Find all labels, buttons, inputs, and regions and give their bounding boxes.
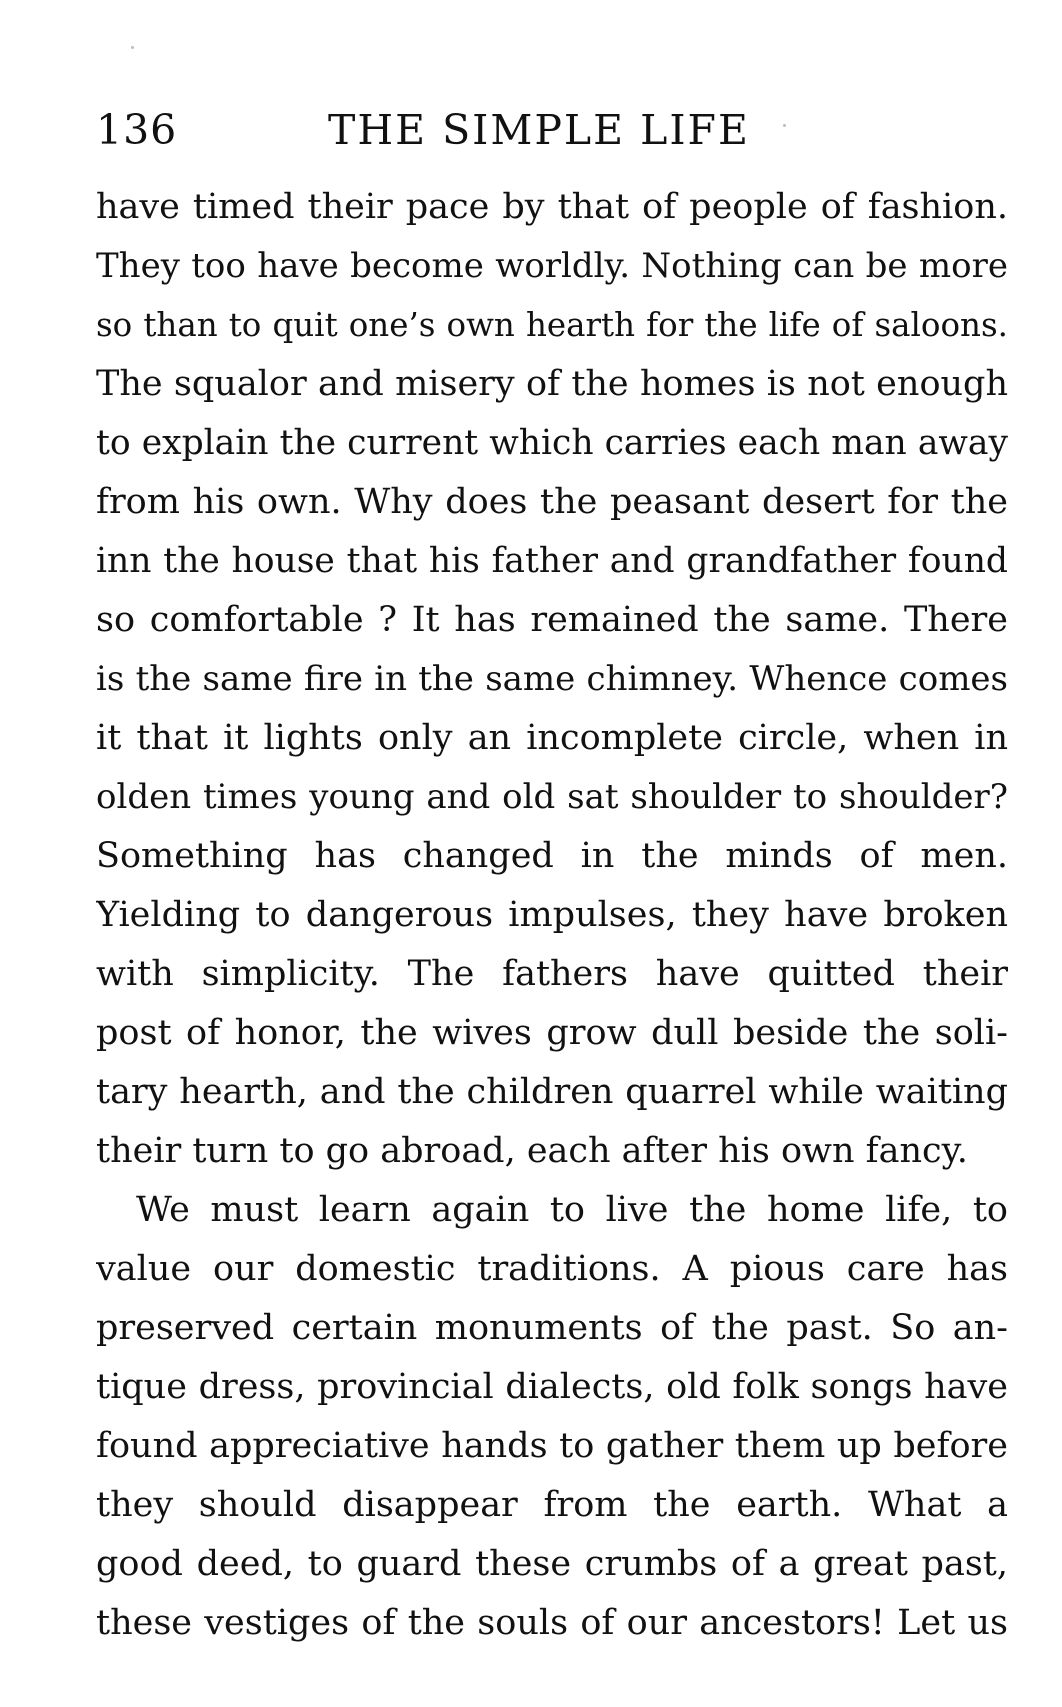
text-line: so than to quit one’s own hearth for the life of saloons. bbox=[96, 306, 1008, 344]
paragraph bbox=[96, 178, 1008, 1181]
text-line: Something has changed in the minds of men. bbox=[96, 836, 1008, 876]
running-head bbox=[96, 100, 1006, 160]
text-line: these vestiges of the souls of our ancestors! Let us bbox=[96, 1603, 1008, 1643]
text-line: so comfortable ? It has remained the same. There bbox=[96, 600, 1008, 640]
text-line: olden times young and old sat shoulder to shoulder? bbox=[96, 777, 1008, 817]
print-speck bbox=[131, 46, 134, 49]
text-line: post of honor, the wives grow dull beside the soli- bbox=[96, 1013, 1008, 1053]
running-title: THE SIMPLE LIFE bbox=[328, 106, 750, 154]
text-line: good deed, to guard these crumbs of a great past, bbox=[96, 1544, 1008, 1584]
text-line: to explain the current which carries each man away bbox=[96, 423, 1008, 463]
text-line: have timed their pace by that of people of fashion. bbox=[96, 187, 1008, 227]
text-line: they should disappear from the earth. What a bbox=[96, 1485, 1008, 1525]
text-line: is the same fire in the same chimney. Whence comes bbox=[96, 659, 1008, 699]
text-line: Yielding to dangerous impulses, they have broken bbox=[96, 895, 1008, 935]
text-line: The squalor and misery of the homes is not enough bbox=[96, 364, 1008, 404]
text-line: preserved certain monuments of the past. So an- bbox=[96, 1308, 1008, 1348]
text-line: with simplicity. The fathers have quitted their bbox=[96, 954, 1008, 994]
text-line: inn the house that his father and grandfather found bbox=[96, 541, 1008, 581]
text-line: found appreciative hands to gather them up before bbox=[96, 1426, 1008, 1466]
text-line: value our domestic traditions. A pious care has bbox=[96, 1249, 1008, 1289]
text-line: tary hearth, and the children quarrel while waiting bbox=[96, 1072, 1008, 1112]
text-line: their turn to go abroad, each after his own fancy. bbox=[96, 1131, 968, 1171]
text-line: tique dress, provincial dialects, old folk songs have bbox=[96, 1367, 1008, 1407]
page-number: 136 bbox=[96, 106, 178, 154]
body-text bbox=[96, 178, 1008, 1653]
text-line: from his own. Why does the peasant desert for the bbox=[96, 482, 1008, 522]
text-line: They too have become worldly. Nothing can be more bbox=[96, 246, 1008, 286]
text-line: it that it lights only an incomplete circle, when in bbox=[96, 718, 1008, 758]
text-line: We must learn again to live the home life, to bbox=[136, 1190, 1008, 1230]
paragraph bbox=[96, 1181, 1008, 1653]
